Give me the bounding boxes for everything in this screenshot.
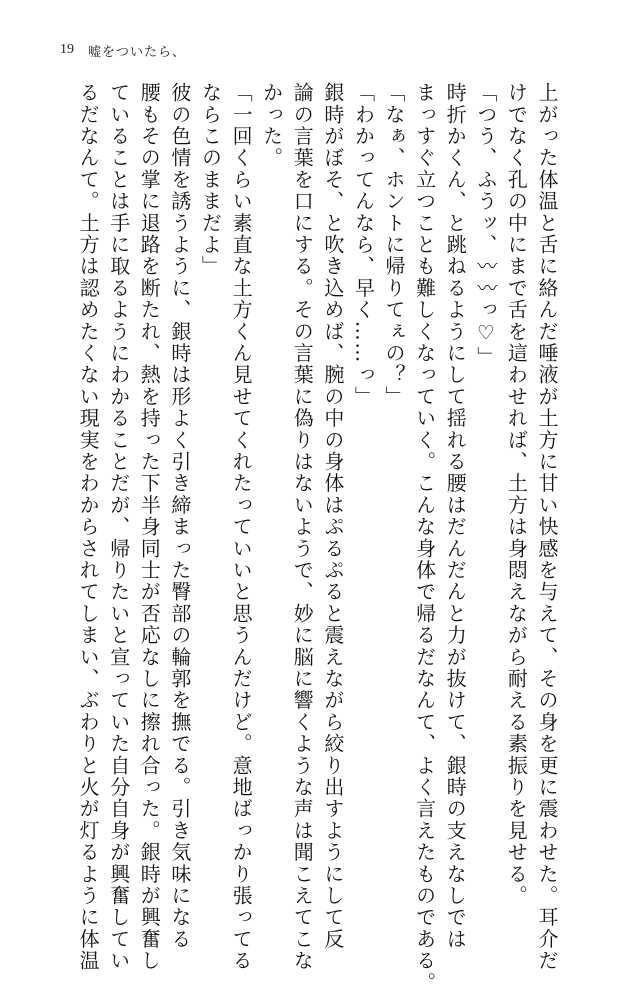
body-text: [72, 82, 562, 993]
text-line: 銀時がぼそ、と吹き込めば、腕の中の身体はぷるぷると震えながら絞り出すようにして反: [320, 82, 345, 951]
text-line: 論の言葉を口にする。その言葉に偽りはないようで、妙に脳に響くような声は聞こえてこな: [290, 82, 315, 972]
text-line: 「一回くらい素直な土方くん見せてくれたっていいと思うんだけど。意地ばっかり張ってる: [229, 82, 254, 972]
page-number: 19: [60, 42, 74, 57]
text-line: けでなく孔の中にまで舌を這わせれば、土方は身悶えながら耐える素振りを見せる。: [504, 82, 529, 907]
text-line: ならこのままだよ」: [198, 82, 223, 278]
text-line: 「なぁ、ホントに帰りてぇの？」: [382, 82, 407, 408]
text-line: 腰もその掌に退路を断たれ、熱を持った下半身同士が否応なしに擦れ合った。銀時が興奮し: [137, 82, 162, 972]
text-line: ていることは手に取るようにわかることだが、帰りたいと宣っていた自分自身が興奮してい: [106, 82, 131, 972]
text-line: 「わかってんなら、早く……っ」: [351, 82, 376, 408]
text-line: かった。: [259, 82, 284, 169]
text-line: 上がった体温と舌に絡んだ唾液が土方に甘い快感を与えて、その身を更に震わせた。耳介だ: [535, 82, 559, 972]
text-line: 彼の色情を誘うように、銀時は形よく引き締まった臀部の輪郭を撫でる。引き気味になる: [167, 82, 192, 950]
text-line: 時折かくん、と跳ねるようにして揺れる腰はだんだんと力が抜けて、銀時の支えなしでは: [443, 82, 468, 950]
running-title: 嘘をついたら、: [88, 44, 187, 60]
text-line: るだなんて。土方は認めたくない現実をわからされてしまい、ぶわりと火が灯るように体温: [76, 82, 101, 972]
text-line: 「つう、ふうッ、〰〰っ♡」: [473, 82, 498, 369]
text-line: まっすぐ立つことも難しくなっていく。こんな身体で帰るだなんて、よく言えたものである。: [412, 82, 437, 993]
page-header: [60, 40, 186, 60]
